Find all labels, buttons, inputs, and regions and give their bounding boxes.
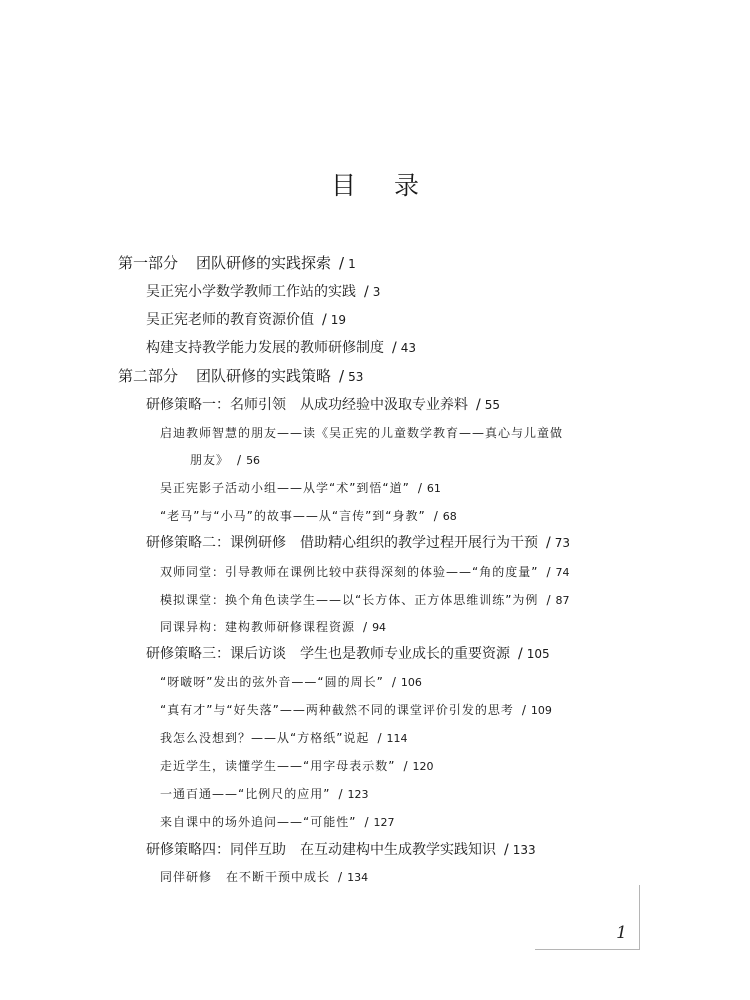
toc-strategy-4[interactable]: 研修策略四：同伴互助 在互动建构中生成教学实践知识 / 133 <box>146 842 536 858</box>
toc-strategy-3[interactable]: 研修策略三：课后访谈 学生也是教师专业成长的重要资源 / 105 <box>146 646 550 662</box>
toc-entry-subtitle: 团队研修的实践策略 <box>196 367 332 385</box>
toc-entry-text: 吴正宪小学数学教师工作站的实践 <box>146 284 356 300</box>
toc-page-number: 43 <box>400 341 416 355</box>
toc-entry-text: 一通百通——“比例尺的应用” <box>160 787 331 801</box>
toc-entry-text: 朋友》 <box>190 453 230 467</box>
toc-page-number: 74 <box>555 566 570 579</box>
toc-section[interactable]: 走近学生，读懂学生——“用字母表示数” / 120 <box>160 759 434 773</box>
toc-section[interactable]: “呀啵呀”发出的弦外音——“圆的周长” / 106 <box>160 675 422 689</box>
toc-entry-subtitle: 团队研修的实践探索 <box>196 254 332 272</box>
toc-page-number: 94 <box>372 621 387 634</box>
toc-entry-text: 来自课中的场外追问——“可能性” <box>160 815 357 829</box>
toc-page-number: 114 <box>386 732 408 745</box>
toc-entry-text: 吴正宪老师的教育资源价值 <box>146 312 314 328</box>
toc-entry-subtitle: 借助精心组织的教学过程开展行为干预 <box>300 535 538 551</box>
toc-page-number: 127 <box>373 816 395 829</box>
toc-entry-text: 研修策略四：同伴互助 <box>146 842 286 858</box>
toc-entry-text: “真有才”与“好失落”——两种截然不同的课堂评价引发的思考 <box>160 703 514 717</box>
toc-section[interactable]: 来自课中的场外追问——“可能性” / 127 <box>160 815 395 829</box>
toc-entry-text: 双师同堂：引导教师在课例比较中获得深刻的体验——“角的度量” <box>160 565 539 579</box>
toc-page-number: 105 <box>526 647 550 661</box>
toc-entry-text: 研修策略三：课后访谈 <box>146 646 286 662</box>
toc-page-number: 133 <box>512 843 536 857</box>
toc-strategy-1[interactable]: 研修策略一：名师引领 从成功经验中汲取专业养料 / 55 <box>146 397 500 413</box>
toc-section[interactable]: 一通百通——“比例尺的应用” / 123 <box>160 787 369 801</box>
toc-page-number: 106 <box>400 676 422 689</box>
toc-section[interactable]: 同课异构：建构教师研修课程资源 / 94 <box>160 620 387 634</box>
toc-page-number: 55 <box>484 398 500 412</box>
toc-section[interactable]: 同伴研修 在不断干预中成长 / 134 <box>160 870 369 884</box>
toc-page-number: 1 <box>348 257 356 271</box>
toc-entry-text: 吴正宪影子活动小组——从学“术”到悟“道” <box>160 481 410 495</box>
toc-page-number: 120 <box>412 760 434 773</box>
toc-section[interactable]: “真有才”与“好失落”——两种截然不同的课堂评价引发的思考 / 109 <box>160 703 552 717</box>
toc-entry-text: “老马”与“小马”的故事——从“言传”到“身教” <box>160 509 426 523</box>
toc-page-number: 134 <box>347 871 369 884</box>
toc-section[interactable]: 模拟课堂：换个角色读学生——以“长方体、正方体思维训练”为例 / 87 <box>160 593 570 607</box>
page-number-box <box>535 885 640 950</box>
toc-page-number: 109 <box>530 704 552 717</box>
toc-part-1[interactable]: 第一部分 团队研修的实践探索 / 1 <box>118 254 356 272</box>
toc-entry-text: 启迪教师智慧的朋友——读《吴正宪的儿童数学教育——真心与儿童做 <box>160 426 564 440</box>
toc-page-number: 87 <box>555 594 570 607</box>
toc-strategy-2[interactable]: 研修策略二：课例研修 借助精心组织的教学过程开展行为干预 / 73 <box>146 535 570 551</box>
toc-section-continued[interactable]: 朋友》 / 56 <box>190 453 261 467</box>
toc-entry-subtitle: 在不断干预中成长 <box>226 870 331 884</box>
toc-section[interactable] <box>160 424 563 442</box>
toc-entry-text: 同课异构：建构教师研修课程资源 <box>160 620 356 634</box>
toc-part-2[interactable]: 第二部分 团队研修的实践策略 / 53 <box>118 367 364 385</box>
toc-page-number: 56 <box>246 454 261 467</box>
toc-entry-text: 模拟课堂：换个角色读学生——以“长方体、正方体思维训练”为例 <box>160 593 539 607</box>
toc-page-number: 61 <box>426 482 441 495</box>
toc-entry-text: 同伴研修 <box>160 870 213 884</box>
toc-page-number: 68 <box>442 510 457 523</box>
toc-entry-subtitle: 在互动建构中生成教学实践知识 <box>300 842 496 858</box>
toc-chapter[interactable]: 吴正宪老师的教育资源价值 / 19 <box>146 312 346 328</box>
toc-page-number: 3 <box>372 285 381 299</box>
toc-entry-text: 构建支持教学能力发展的教师研修制度 <box>146 340 384 356</box>
toc-section[interactable]: 我怎么没想到？——从“方格纸”说起 / 114 <box>160 731 408 745</box>
toc-entry-text: 第二部分 <box>118 367 179 385</box>
toc-entry-text: 第一部分 <box>118 254 179 272</box>
toc-page-number: 53 <box>348 370 364 384</box>
toc-entry-text: 研修策略二：课例研修 <box>146 535 286 551</box>
toc-entry-text: 研修策略一：名师引领 <box>146 397 286 413</box>
toc-page-number: 123 <box>347 788 369 801</box>
toc-chapter[interactable]: 吴正宪小学数学教师工作站的实践 / 3 <box>146 284 381 300</box>
toc-entry-subtitle: 学生也是教师专业成长的重要资源 <box>300 646 510 662</box>
toc-page-number: 19 <box>330 313 346 327</box>
toc-entry-subtitle: 从成功经验中汲取专业养料 <box>300 397 468 413</box>
toc-section[interactable]: 双师同堂：引导教师在课例比较中获得深刻的体验——“角的度量” / 74 <box>160 565 570 579</box>
toc-entry-text: “呀啵呀”发出的弦外音——“圆的周长” <box>160 675 384 689</box>
toc-section[interactable]: 吴正宪影子活动小组——从学“术”到悟“道” / 61 <box>160 481 441 495</box>
toc-entry-text: 走近学生，读懂学生——“用字母表示数” <box>160 759 396 773</box>
page-number: 1 <box>616 923 627 943</box>
toc-chapter[interactable]: 构建支持教学能力发展的教师研修制度 / 43 <box>146 340 416 356</box>
page-title: 目录 <box>330 171 457 200</box>
toc-page-number: 73 <box>554 536 570 550</box>
toc-entry-text: 我怎么没想到？——从“方格纸”说起 <box>160 731 370 745</box>
toc-section[interactable]: “老马”与“小马”的故事——从“言传”到“身教” / 68 <box>160 509 457 523</box>
